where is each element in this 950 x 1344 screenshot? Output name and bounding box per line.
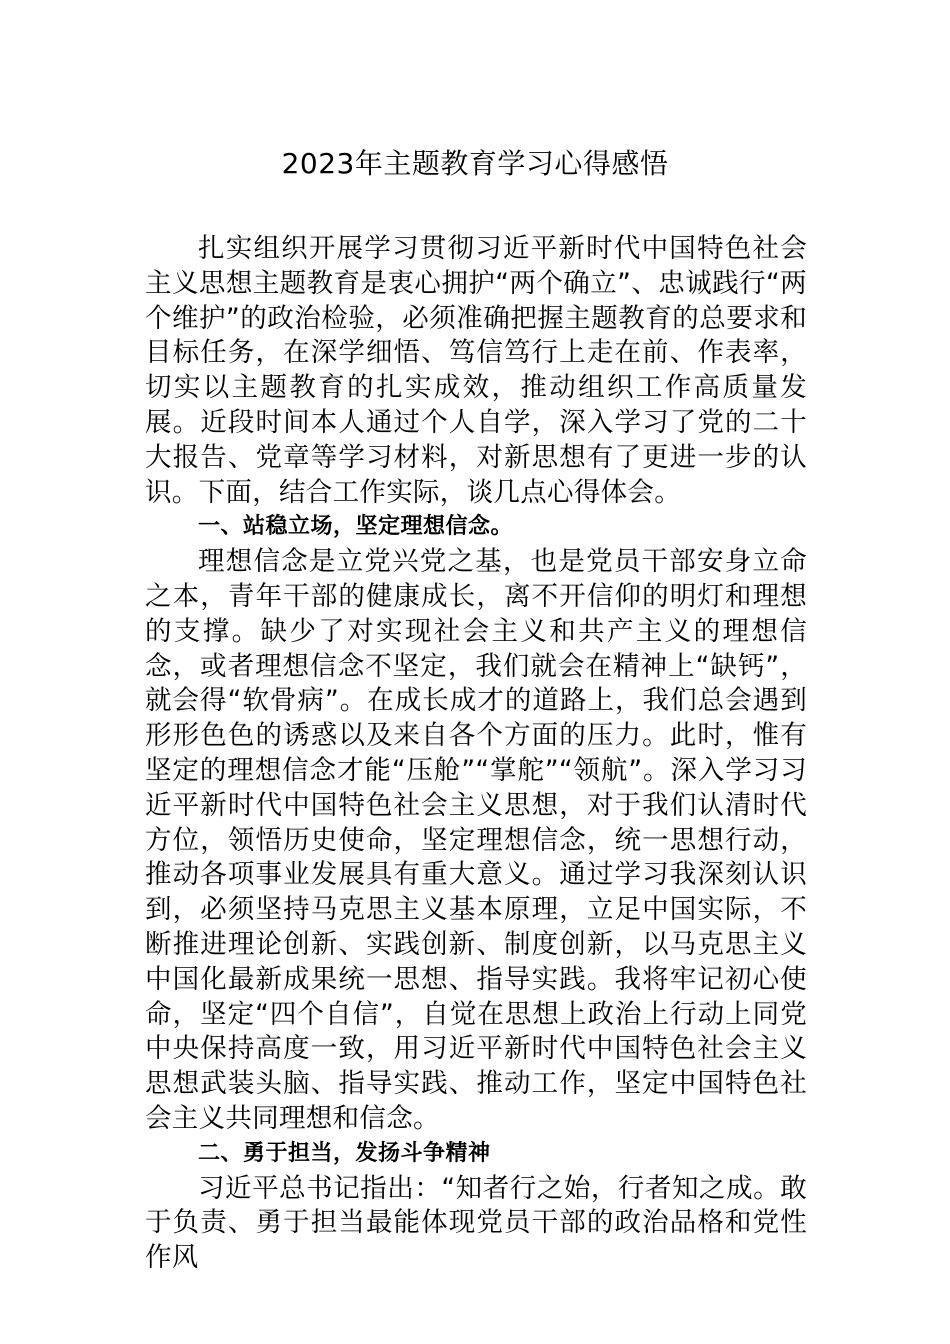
paragraph-section-1: 理想信念是立党兴党之基，也是党员干部安身立命之本，青年干部的健康成长，离不开信仰的明灯和理想的支撑。缺少了对实现社会主义和共产主义的理想信念，或者理想信念不坚定，我们就会在精神上“缺钙”，就会得“软骨病”。在成长成才的道路上，我们总会遇到形形色色的诱惑以及来自各个方面的压力。此时，惟有坚定的理想信念才能“压舱”“掌舵”“领航”。深入学习习近平新时代中国特色社会主义思想，对于我们认清时代方位，领悟历史使命，坚定理想信念，统一思想行动，推动各项事业发展具有重大意义。通过学习我深刻认识到，必须坚持马克思主义基本原理，立足中国实际，不断推进理论创新、实践创新、制度创新，以马克思主义中国化最新成果统一思想、指导实践。我将牢记初心使命，坚定“四个自信”，自觉在思想上政治上行动上同党中央保持高度一致，用习近平新时代中国特色社会主义思想武装头脑、指导实践、推动工作，坚定中国特色社会主义共同理想和信念。 [145, 546, 807, 1134]
paragraph-section-2: 习近平总书记指出：“知者行之始，行者知之成。敢于负责、勇于担当最能体现党员干部的政治品格和党性作风 [145, 1172, 807, 1274]
document-body [145, 232, 807, 1276]
document-title: 2023年主题教育学习心得感悟 [281, 147, 669, 180]
paragraph-intro: 扎实组织开展学习贯彻习近平新时代中国特色社会主义思想主题教育是衷心拥护“两个确立”、忠诚践行“两个维护”的政治检验，必须准确把握主题教育的总要求和目标任务，在深学细悟、笃信笃行上走在前、作表率，切实以主题教育的扎实成效，推动组织工作高质量发展。近段时间本人通过个人自学，深入学习了党的二十大报告、党章等学习材料，对新思想有了更进一步的认识。下面，结合工作实际，谈几点心得体会。 [145, 233, 807, 508]
section-heading-1: 一、站稳立场，坚定理想信念。 [198, 514, 514, 540]
section-heading-2: 二、勇于担当，发扬斗争精神 [198, 1140, 491, 1166]
